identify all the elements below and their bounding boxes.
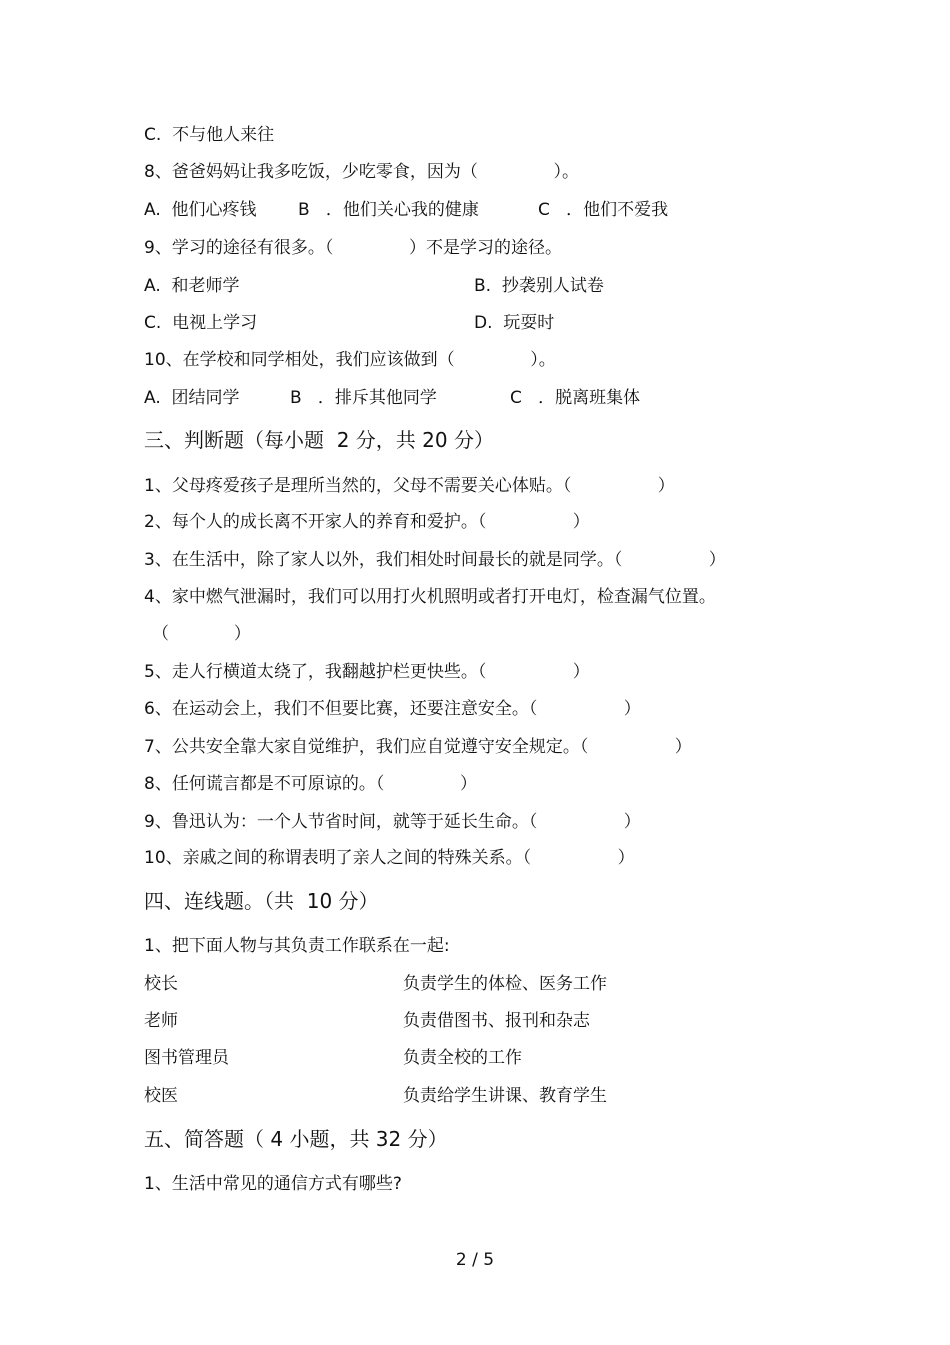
judge-item-6: 6、在运动会上，我们不但要比赛，还要注意安全。（ ） — [144, 699, 641, 719]
short-answer-q1: 1、生活中常见的通信方式有哪些? — [144, 1174, 402, 1194]
judge-item-7: 7、公共安全靠大家自觉维护，我们应自觉遵守安全规定。（ ） — [144, 737, 692, 757]
match-instruction: 1、把下面人物与其负责工作联系在一起: — [144, 936, 450, 956]
q8-stem: 8、爸爸妈妈让我多吃饭，少吃零食，因为（ ）。 — [144, 162, 579, 182]
judge-item-9: 9、鲁迅认为：一个人节省时间，就等于延长生命。（ ） — [144, 812, 641, 832]
judge-item-5: 5、走人行横道太绕了，我翻越护栏更快些。（ ） — [144, 662, 590, 682]
section5-heading: 五、简答题（ 4 小题，共 32 分） — [144, 1127, 448, 1151]
match-right-4: 负责给学生讲课、教育学生 — [403, 1086, 607, 1106]
q10-stem: 10、在学校和同学相处，我们应该做到（ ）。 — [144, 350, 556, 370]
match-right-1: 负责学生的体检、医务工作 — [403, 974, 607, 994]
q9-option-c: C. 电视上学习 — [144, 313, 258, 333]
q9-option-b: B. 抄袭别人试卷 — [474, 276, 604, 296]
judge-item-8: 8、任何谎言都是不可原谅的。（ ） — [144, 774, 477, 794]
q8-option-b: B ．他们关心我的健康 — [298, 200, 479, 220]
judge-item-1: 1、父母疼爱孩子是理所当然的，父母不需要关心体贴。（ ） — [144, 476, 675, 496]
q10-option-b: B ．排斥其他同学 — [290, 388, 437, 408]
match-right-3: 负责全校的工作 — [403, 1048, 522, 1068]
match-left-2: 老师 — [144, 1011, 178, 1031]
q9-option-a: A. 和老师学 — [144, 276, 240, 296]
match-left-1: 校长 — [144, 974, 178, 994]
match-left-3: 图书管理员 — [144, 1048, 229, 1068]
judge-item-10: 10、亲戚之间的称谓表明了亲人之间的特殊关系。（ ） — [144, 848, 635, 868]
section4-heading: 四、连线题。（共 10 分） — [144, 889, 379, 913]
q10-option-c: C ．脱离班集体 — [510, 388, 641, 408]
q10-option-a: A. 团结同学 — [144, 388, 240, 408]
q8-option-c: C ．他们不爱我 — [538, 200, 669, 220]
match-right-2: 负责借图书、报刊和杂志 — [403, 1011, 590, 1031]
page-number: 2 / 5 — [455, 1250, 495, 1270]
judge-item-2: 2、每个人的成长离不开家人的养育和爱护。（ ） — [144, 512, 590, 532]
q9-option-d: D. 玩耍时 — [474, 313, 555, 333]
section3-heading: 三、判断题（每小题 2 分，共 20 分） — [144, 428, 494, 452]
judge-item-4: 4、家中燃气泄漏时，我们可以用打火机照明或者打开电灯，检查漏气位置。 — [144, 587, 716, 607]
judge-item-4-blank: （ ） — [152, 624, 251, 644]
match-left-4: 校医 — [144, 1086, 178, 1106]
q7-option-c: C. 不与他人来往 — [144, 125, 275, 145]
q8-option-a: A. 他们心疼钱 — [144, 200, 257, 220]
q9-stem: 9、学习的途径有很多。（ ）不是学习的途径。 — [144, 238, 562, 258]
judge-item-3: 3、在生活中，除了家人以外，我们相处时间最长的就是同学。（ ） — [144, 550, 726, 570]
